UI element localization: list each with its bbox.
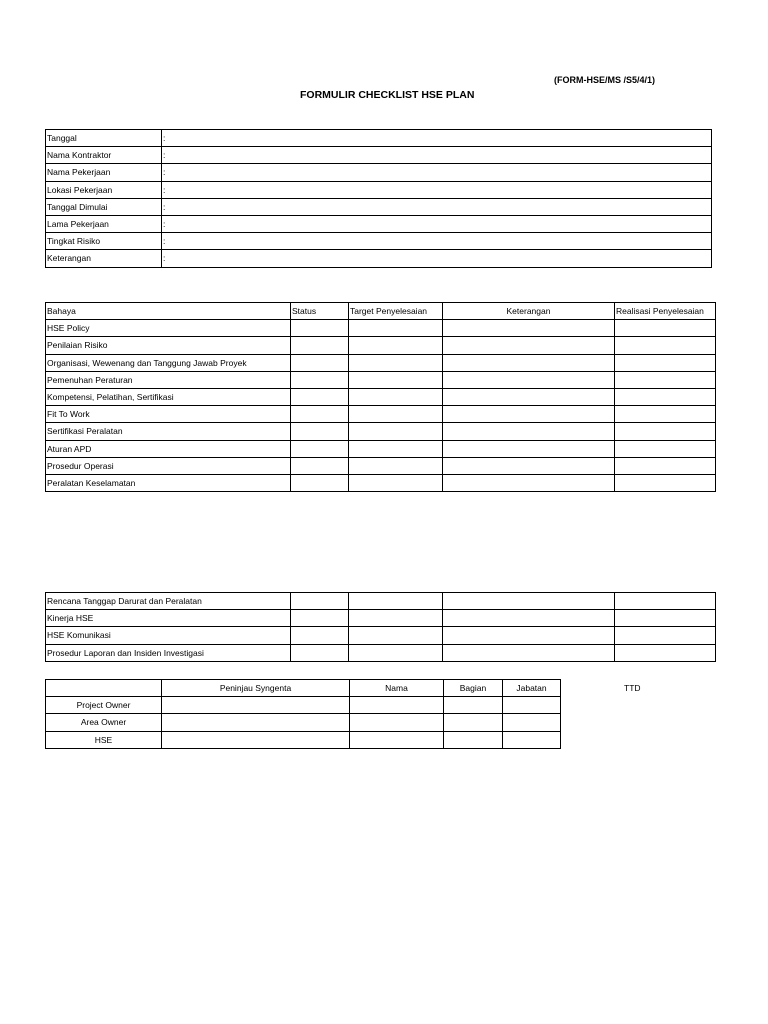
info-row	[46, 250, 712, 267]
hazard-entry-cell[interactable]	[443, 388, 615, 405]
hazard-entry-cell[interactable]	[349, 593, 443, 610]
review-entry-cell[interactable]	[162, 731, 350, 748]
hazard-row	[46, 320, 716, 337]
hazard-row	[46, 474, 716, 491]
hazard-label: Peralatan Keselamatan	[46, 474, 291, 491]
hazard-entry-cell[interactable]	[615, 371, 716, 388]
hazard-header-cell: Target Penyelesaian	[349, 303, 443, 320]
hazard-row	[46, 371, 716, 388]
hazard-entry-cell[interactable]	[291, 406, 349, 423]
hazard-entry-cell[interactable]	[349, 440, 443, 457]
hazard2-table	[45, 592, 716, 662]
hazard-label: Prosedur Operasi	[46, 457, 291, 474]
review-entry-cell[interactable]	[162, 697, 350, 714]
hazard-entry-cell[interactable]	[349, 627, 443, 644]
hazard-entry-cell[interactable]	[443, 457, 615, 474]
info-value-field[interactable]: :	[162, 198, 712, 215]
hazard-entry-cell[interactable]	[349, 423, 443, 440]
hazard-row	[46, 593, 716, 610]
hazard-entry-cell[interactable]	[291, 388, 349, 405]
hazard-entry-cell[interactable]	[615, 593, 716, 610]
review-row	[46, 731, 561, 748]
hazard-label: Sertifikasi Peralatan	[46, 423, 291, 440]
hazard-entry-cell[interactable]	[443, 593, 615, 610]
hazard-entry-cell[interactable]	[615, 440, 716, 457]
hazard-label: Aturan APD	[46, 440, 291, 457]
hazard-row	[46, 627, 716, 644]
hazard-entry-cell[interactable]	[615, 474, 716, 491]
hazard-row	[46, 610, 716, 627]
hazard-header-cell: Bahaya	[46, 303, 291, 320]
hazard-row	[46, 354, 716, 371]
info-label: Tanggal	[46, 130, 162, 147]
hazard-header-cell: Realisasi Penyelesaian	[615, 303, 716, 320]
hazard-header-row	[46, 303, 716, 320]
review-entry-cell[interactable]	[444, 731, 503, 748]
info-table	[45, 129, 712, 268]
hazard-row	[46, 440, 716, 457]
hazard-label: Kinerja HSE	[46, 610, 291, 627]
review-header-row	[46, 680, 561, 697]
review-header-cell: Jabatan	[503, 680, 561, 697]
hazard-label: Kompetensi, Pelatihan, Sertifikasi	[46, 388, 291, 405]
hazard-entry-cell[interactable]	[291, 610, 349, 627]
hazard-entry-cell[interactable]	[615, 423, 716, 440]
review-role-label: Project Owner	[46, 697, 162, 714]
hazard-table	[45, 302, 716, 492]
hazard-header-cell: Keterangan	[443, 303, 615, 320]
hazard-entry-cell[interactable]	[291, 423, 349, 440]
hazard-entry-cell[interactable]	[291, 457, 349, 474]
hazard-entry-cell[interactable]	[349, 474, 443, 491]
info-label: Lokasi Pekerjaan	[46, 181, 162, 198]
hazard-entry-cell[interactable]	[615, 457, 716, 474]
review-header-cell	[46, 680, 162, 697]
info-row	[46, 215, 712, 232]
hazard-entry-cell[interactable]	[443, 440, 615, 457]
hazard-label: Fit To Work	[46, 406, 291, 423]
hazard-entry-cell[interactable]	[291, 320, 349, 337]
hazard-label: Penilaian Risiko	[46, 337, 291, 354]
hazard-entry-cell[interactable]	[443, 354, 615, 371]
review-entry-cell[interactable]	[503, 714, 561, 731]
hazard-entry-cell[interactable]	[349, 354, 443, 371]
info-label: Nama Pekerjaan	[46, 164, 162, 181]
review-header-cell: Nama	[350, 680, 444, 697]
hazard-entry-cell[interactable]	[349, 610, 443, 627]
hazard-row	[46, 644, 716, 661]
info-row	[46, 198, 712, 215]
hazard-entry-cell[interactable]	[349, 388, 443, 405]
hazard-entry-cell[interactable]	[349, 644, 443, 661]
hazard-entry-cell[interactable]	[291, 371, 349, 388]
hazard-label: Organisasi, Wewenang dan Tanggung Jawab Proyek	[46, 354, 291, 371]
review-entry-cell[interactable]	[350, 731, 444, 748]
hazard-entry-cell[interactable]	[443, 320, 615, 337]
hazard-entry-cell[interactable]	[291, 440, 349, 457]
hazard-entry-cell[interactable]	[615, 627, 716, 644]
review-table	[45, 679, 561, 749]
review-header-cell: Bagian	[444, 680, 503, 697]
hazard-entry-cell[interactable]	[443, 610, 615, 627]
info-value-field[interactable]: :	[162, 233, 712, 250]
hazard-row	[46, 388, 716, 405]
hazard-label: Prosedur Laporan dan Insiden Investigasi	[46, 644, 291, 661]
info-label: Lama Pekerjaan	[46, 215, 162, 232]
hazard-entry-cell[interactable]	[443, 423, 615, 440]
info-row	[46, 147, 712, 164]
hazard-entry-cell[interactable]	[615, 354, 716, 371]
review-row	[46, 697, 561, 714]
hazard-label: HSE Komunikasi	[46, 627, 291, 644]
hazard-entry-cell[interactable]	[443, 337, 615, 354]
review-entry-cell[interactable]	[503, 731, 561, 748]
hazard-entry-cell[interactable]	[615, 388, 716, 405]
review-entry-cell[interactable]	[350, 714, 444, 731]
info-row	[46, 233, 712, 250]
review-entry-cell[interactable]	[444, 714, 503, 731]
info-value-field[interactable]: :	[162, 215, 712, 232]
hazard-entry-cell[interactable]	[291, 627, 349, 644]
review-entry-cell[interactable]	[162, 714, 350, 731]
hazard-row	[46, 457, 716, 474]
hazard-label: HSE Policy	[46, 320, 291, 337]
hazard-header-cell: Status	[291, 303, 349, 320]
info-label: Tanggal Dimulai	[46, 198, 162, 215]
hazard-entry-cell[interactable]	[615, 406, 716, 423]
hazard-entry-cell[interactable]	[291, 354, 349, 371]
info-value-field[interactable]: :	[162, 130, 712, 147]
hazard-entry-cell[interactable]	[291, 474, 349, 491]
hazard-entry-cell[interactable]	[291, 337, 349, 354]
hazard-entry-cell[interactable]	[349, 337, 443, 354]
info-row	[46, 130, 712, 147]
review-role-label: HSE	[46, 731, 162, 748]
hazard-entry-cell[interactable]	[615, 610, 716, 627]
review-entry-cell[interactable]	[350, 697, 444, 714]
info-row	[46, 164, 712, 181]
form-title: FORMULIR CHECKLIST HSE PLAN	[300, 89, 475, 101]
info-value-field[interactable]: :	[162, 250, 712, 267]
hazard-label: Pemenuhan Peraturan	[46, 371, 291, 388]
hazard-entry-cell[interactable]	[349, 371, 443, 388]
info-label: Tingkat Risiko	[46, 233, 162, 250]
info-value-field[interactable]: :	[162, 181, 712, 198]
info-value-field[interactable]: :	[162, 147, 712, 164]
info-label: Keterangan	[46, 250, 162, 267]
hazard-entry-cell[interactable]	[615, 337, 716, 354]
hazard-entry-cell[interactable]	[443, 406, 615, 423]
hazard-entry-cell[interactable]	[349, 457, 443, 474]
hazard-entry-cell[interactable]	[443, 644, 615, 661]
hazard-entry-cell[interactable]	[349, 320, 443, 337]
review-entry-cell[interactable]	[503, 697, 561, 714]
hazard-row	[46, 337, 716, 354]
review-header-cell: Peninjau Syngenta	[162, 680, 350, 697]
hazard-entry-cell[interactable]	[349, 406, 443, 423]
form-code: (FORM-HSE/MS /S5/4/1)	[554, 75, 656, 85]
hazard-entry-cell[interactable]	[443, 371, 615, 388]
info-value-field[interactable]: :	[162, 164, 712, 181]
hazard-entry-cell[interactable]	[443, 474, 615, 491]
hazard-entry-cell[interactable]	[443, 627, 615, 644]
info-label: Nama Kontraktor	[46, 147, 162, 164]
review-role-label: Area Owner	[46, 714, 162, 731]
hazard-label: Rencana Tanggap Darurat dan Peralatan	[46, 593, 291, 610]
hazard-entry-cell[interactable]	[615, 644, 716, 661]
review-row	[46, 714, 561, 731]
hazard-row	[46, 406, 716, 423]
hazard-entry-cell[interactable]	[291, 593, 349, 610]
hazard-entry-cell[interactable]	[615, 320, 716, 337]
review-entry-cell[interactable]	[444, 697, 503, 714]
hazard-row	[46, 423, 716, 440]
hazard-entry-cell[interactable]	[291, 644, 349, 661]
ttd-label: TTD	[624, 683, 641, 693]
info-row	[46, 181, 712, 198]
